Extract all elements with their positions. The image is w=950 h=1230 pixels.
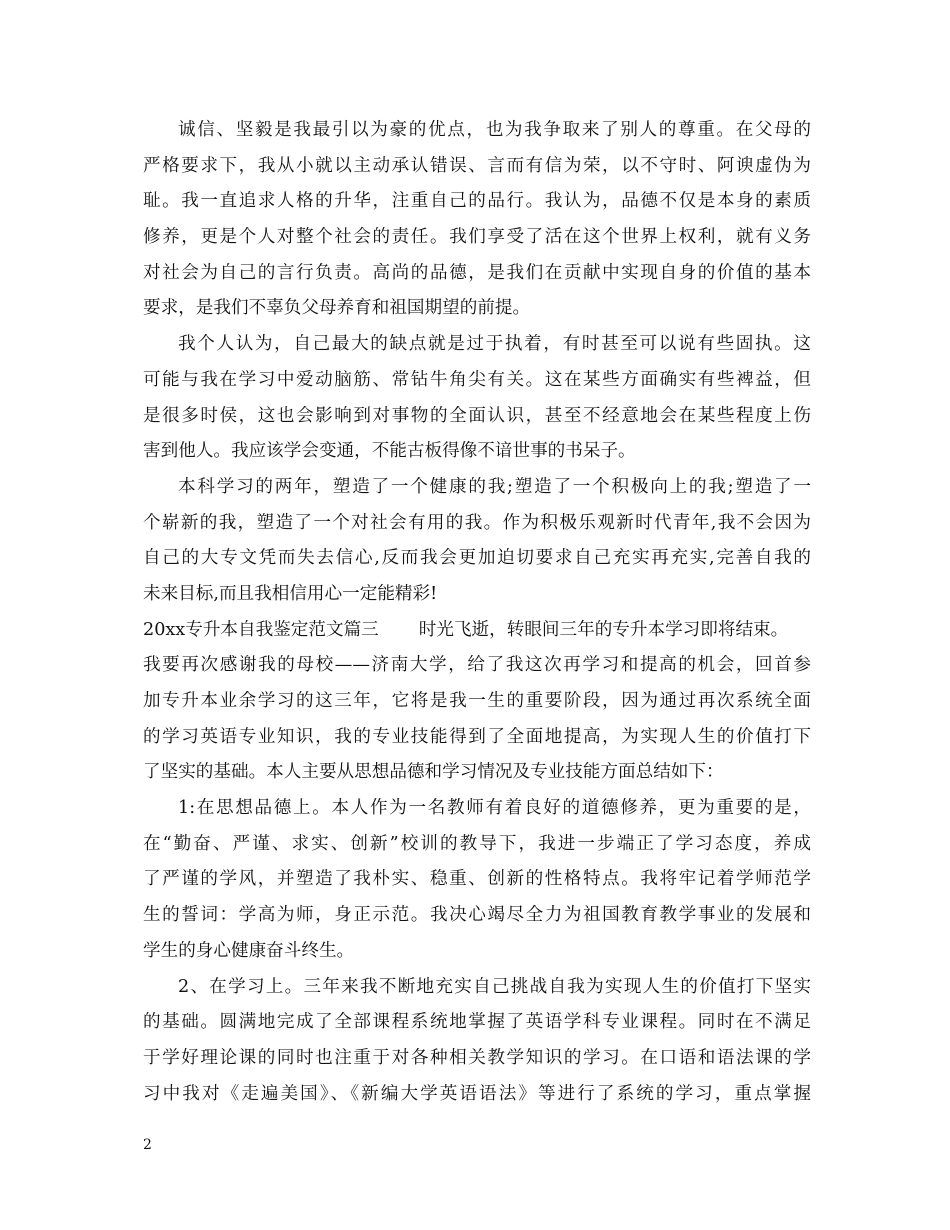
text-line: 我个人认为，自己最大的缺点就是过于执着，有时甚至可以说有些固执。这 xyxy=(178,334,811,355)
heading-tail-text: 时光飞逝，转眼间三年的专升本学习即将结束。 xyxy=(418,619,789,640)
text-line: 严格要求下，我从小就以主动承认错误、言而有信为荣，以不守时、阿谀虚伪为 xyxy=(143,155,811,176)
text-line: 1:在思想品德上。本人作为一名教师有着良好的道德修养，更为重要的是， xyxy=(178,798,811,819)
text-line: 了坚实的基础。本人主要从思想品德和学习情况及专业技能方面总结如下： xyxy=(143,762,724,783)
document-body xyxy=(143,113,811,1112)
text-line: 是很多时侯，这也会影响到对事物的全面认识，甚至不经意地会在某些程度上伤 xyxy=(143,405,811,426)
text-line: 学生的身心健康奋斗终生。 xyxy=(143,940,355,961)
text-line: 习中我对《走遍美国》、《新编大学英语语法》等进行了系统的学习，重点掌握 xyxy=(143,1083,811,1104)
section-heading: 20xx专升本自我鉴定范文篇三 xyxy=(143,619,379,640)
text-line: 可能与我在学习中爱动脑筋、常钻牛角尖有关。这在某些方面确实有些裨益，但 xyxy=(143,369,811,390)
text-line: 本科学习的两年，塑造了一个健康的我;塑造了一个积极向上的我;塑造了一 xyxy=(178,476,811,497)
text-line: 个崭新的我，塑造了一个对社会有用的我。作为积极乐观新时代青年,我不会因为 xyxy=(143,512,811,533)
text-line: 了严谨的学风，并塑造了我朴实、稳重、创新的性格特点。我将牢记着学师范学 xyxy=(143,869,811,890)
text-line: 我要再次感谢我的母校——济南大学，给了我这次再学习和提高的机会，回首参 xyxy=(143,655,811,676)
text-line: 的基础。圆满地完成了全部课程系统地掌握了英语学科专业课程。同时在不满足 xyxy=(143,1012,811,1033)
text-line: 耻。我一直追求人格的升华，注重自己的品行。我认为，品德不仅是本身的素质 xyxy=(143,191,811,212)
text-line: 2、在学习上。三年来我不断地充实自己挑战自我为实现人生的价值打下坚实 xyxy=(178,976,811,997)
section-heading-line xyxy=(143,613,811,649)
text-line: 诚信、坚毅是我最引以为豪的优点，也为我争取来了别人的尊重。在父母的 xyxy=(178,120,811,140)
text-line: 生的誓词：学高为师，身正示范。我决心竭尽全力为祖国教育教学事业的发展和 xyxy=(143,905,811,926)
text-line: 自己的大专文凭而失去信心,反而我会更加迫切要求自己充实再充实,完善自我的 xyxy=(143,548,811,569)
text-line: 害到他人。我应该学会变通，不能古板得像不谙世事的书呆子。 xyxy=(143,441,636,462)
text-line: 在“勤奋、严谨、求实、创新”校训的教导下，我进一步端正了学习态度，养成 xyxy=(143,833,811,854)
text-line: 加专升本业余学习的这三年，它将是我一生的重要阶段，因为通过再次系统全面 xyxy=(143,691,811,711)
text-line: 对社会为自己的言行负责。高尚的品德，是我们在贡献中实现自身的价值的基本 xyxy=(143,262,811,283)
text-line: 于学好理论课的同时也注重于对各种相关教学知识的学习。在口语和语法课的学 xyxy=(143,1047,811,1068)
text-line: 修养，更是个人对整个社会的责任。我们享受了活在这个世界上权利，就有义务 xyxy=(143,227,811,248)
text-line: 未来目标,而且我相信用心一定能精彩! xyxy=(143,583,438,604)
text-line: 要求，是我们不辜负父母养育和祖国期望的前提。 xyxy=(143,298,531,319)
page-number: 2 xyxy=(143,1137,152,1153)
text-line: 的学习英语专业知识，我的专业技能得到了全面地提高，为实现人生的价值打下 xyxy=(143,726,811,747)
